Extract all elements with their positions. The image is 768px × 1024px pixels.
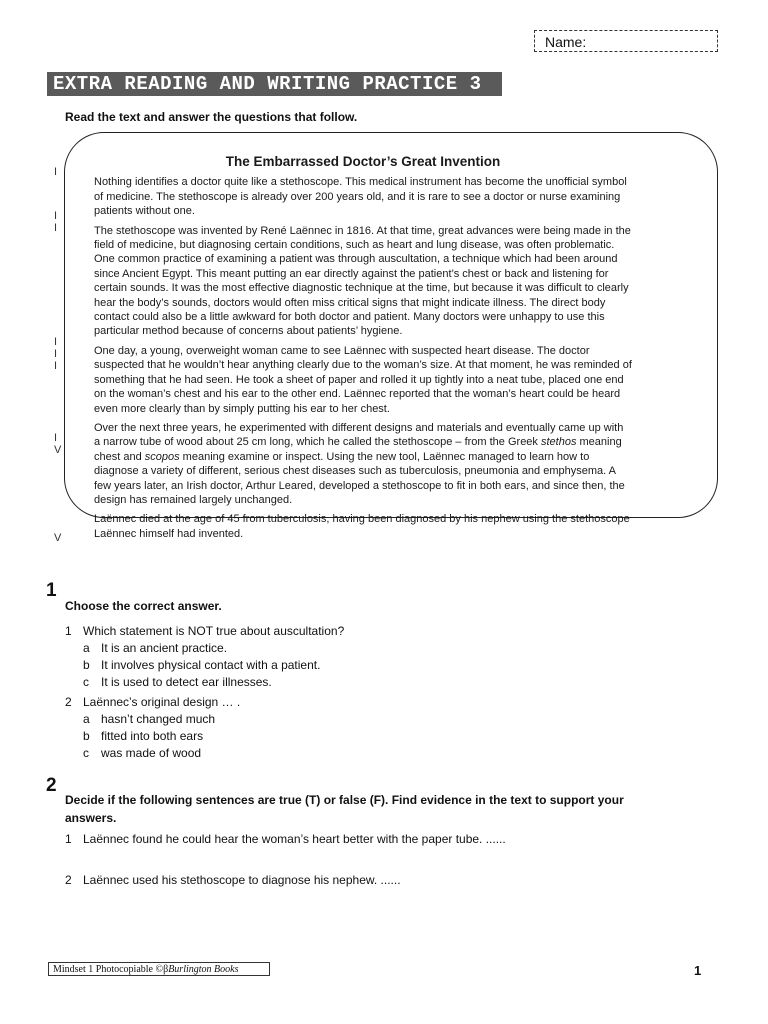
statement-text: Laënnec used his stethoscope to diagnose his nephew. ...... bbox=[83, 873, 401, 887]
margin-mark: I bbox=[54, 336, 58, 348]
ex1-q2-option-c[interactable] bbox=[83, 745, 201, 762]
name-label: Name: bbox=[545, 34, 587, 50]
option-letter: b bbox=[83, 729, 90, 743]
option-letter: a bbox=[83, 712, 90, 726]
article-paragraph-4 bbox=[94, 421, 632, 507]
ex1-question-2 bbox=[65, 694, 240, 711]
copyright-footer bbox=[48, 962, 270, 976]
publisher-name: Burlington Books bbox=[168, 964, 239, 975]
exercise-2-number: 2 bbox=[46, 775, 57, 796]
article-title: The Embarrassed Doctor’s Great Invention bbox=[225, 154, 501, 169]
question-number: 1 bbox=[65, 624, 72, 638]
option-letter: a bbox=[83, 641, 90, 655]
option-text: It is used to detect ear illnesses. bbox=[101, 675, 272, 689]
exercise-2-title-line-1: Decide if the following sentences are true (T) or false (F). Find evidence in the text to support your bbox=[65, 793, 624, 807]
margin-mark: I bbox=[54, 348, 58, 360]
option-text: was made of wood bbox=[101, 746, 202, 760]
ex1-q1-option-b[interactable] bbox=[83, 657, 320, 674]
exercise-1-title: Choose the correct answer. bbox=[65, 599, 222, 613]
reading-instruction: Read the text and answer the questions that follow. bbox=[65, 110, 358, 124]
ex1-q1-option-c[interactable] bbox=[83, 674, 272, 691]
exercise-2-title-line-2: answers. bbox=[65, 811, 117, 825]
margin-mark: V bbox=[54, 532, 62, 544]
ex1-q2-option-b[interactable] bbox=[83, 728, 203, 745]
question-number: 2 bbox=[65, 695, 72, 709]
page-number: 1 bbox=[694, 963, 702, 978]
question-text: Laënnec’s original design … . bbox=[83, 695, 241, 709]
margin-mark: I bbox=[54, 360, 58, 372]
ex1-q1-option-a[interactable] bbox=[83, 640, 227, 657]
ex2-statement-1[interactable] bbox=[65, 831, 506, 848]
ex1-question-1 bbox=[65, 623, 344, 640]
article-paragraph-3: One day, a young, overweight woman came to see Laënnec with suspected heart disease. The doctor suspected that he wouldn’t hear anything clearly due to the woman’s size. At that moment, he was reminded of something that he had seen. He took a sheet of paper and rolled it up tightly into a neat tube, placed one end on the woman’s chest and his ear to the other end. Laënnec reported that the woman’s heart could be heard even more clearly than by simply putting his ear to her chest. bbox=[94, 344, 632, 415]
option-letter: c bbox=[83, 675, 89, 689]
option-text: It involves physical contact with a patient. bbox=[101, 658, 321, 672]
name-field[interactable] bbox=[534, 30, 718, 52]
footer-text: Mindset 1 Photocopiable © bbox=[53, 964, 164, 975]
article-paragraph-5: Laënnec died at the age of 45 from tuberculosis, having been diagnosed by his nephew using the stethoscope Laënnec himself had invented. bbox=[94, 513, 630, 540]
option-text: fitted into both ears bbox=[101, 729, 204, 743]
paragraph-4-part-b: meaning chest and bbox=[94, 436, 622, 463]
margin-mark: V bbox=[54, 444, 62, 456]
margin-mark: I bbox=[54, 222, 58, 234]
option-text: hasn’t changed much bbox=[101, 712, 216, 726]
option-letter: c bbox=[83, 746, 89, 760]
margin-mark: I bbox=[54, 210, 58, 222]
margin-mark: I bbox=[54, 166, 58, 178]
page-title: EXTRA READING AND WRITING PRACTICE 3 bbox=[47, 72, 502, 96]
margin-mark: I bbox=[54, 432, 58, 444]
paragraph-4-part-a: Over the next three years, he experimented with different designs and materials and eventually came up with a narrow tube of wood about 25 cm long, which he called the stethoscope – from the Greek bbox=[94, 421, 624, 449]
ex2-statement-2[interactable] bbox=[65, 872, 401, 889]
question-text: Which statement is NOT true about auscultation? bbox=[83, 624, 345, 638]
publisher-logo-icon: β bbox=[163, 964, 169, 975]
paragraph-4-part-c: meaning examine or inspect. Using the new tool, Laënnec managed to learn how to diagnose a variety of different, serious chest diseases such as tuberculosis, pneumonia and emphysema. A few years later, an Irish doctor, Arthur Leared, developed a stethoscope to fit in both ears, and since then, the design has remained largely unchanged. bbox=[94, 450, 625, 506]
statement-number: 2 bbox=[65, 873, 72, 887]
exercise-1-number: 1 bbox=[46, 580, 57, 601]
statement-number: 1 bbox=[65, 832, 72, 846]
term-scopos: scopos bbox=[144, 450, 180, 463]
ex1-q2-option-a[interactable] bbox=[83, 711, 215, 728]
exercise-2-title bbox=[65, 791, 624, 827]
article-paragraph-1: Nothing identifies a doctor quite like a stethoscope. This medical instrument has become the unofficial symbol of medicine. The stethoscope is already over 200 years old, and it is rare to see a doctor or nurse examining patients without one. bbox=[94, 176, 627, 218]
option-text: It is an ancient practice. bbox=[101, 641, 228, 655]
term-stethos: stethos bbox=[540, 436, 577, 449]
article-paragraph-2: The stethoscope was invented by René Laënnec in 1816. At that time, great advances were being made in the field of medicine, but diagnosing certain conditions, such as heart and lung disease, was often problematic. One common practice of examining a patient was through auscultation, a technique which had been around since Ancient Egypt. This meant putting an ear directly against the patient’s chest or back and listening for certain sounds. It was the most effective diagnostic technique at the time, but because it was difficult to clearly hear the body’s sounds, doctors would often miss critical signs that might indicate illness. The direct body contact could also be a little awkward for both doctor and patient. Many doctors were unhappy to use this particular method because of concerns about patients’ hygiene. bbox=[94, 224, 631, 338]
article bbox=[94, 155, 632, 546]
statement-text: Laënnec found he could hear the woman’s heart better with the paper tube. ...... bbox=[83, 832, 506, 846]
option-letter: b bbox=[83, 658, 90, 672]
